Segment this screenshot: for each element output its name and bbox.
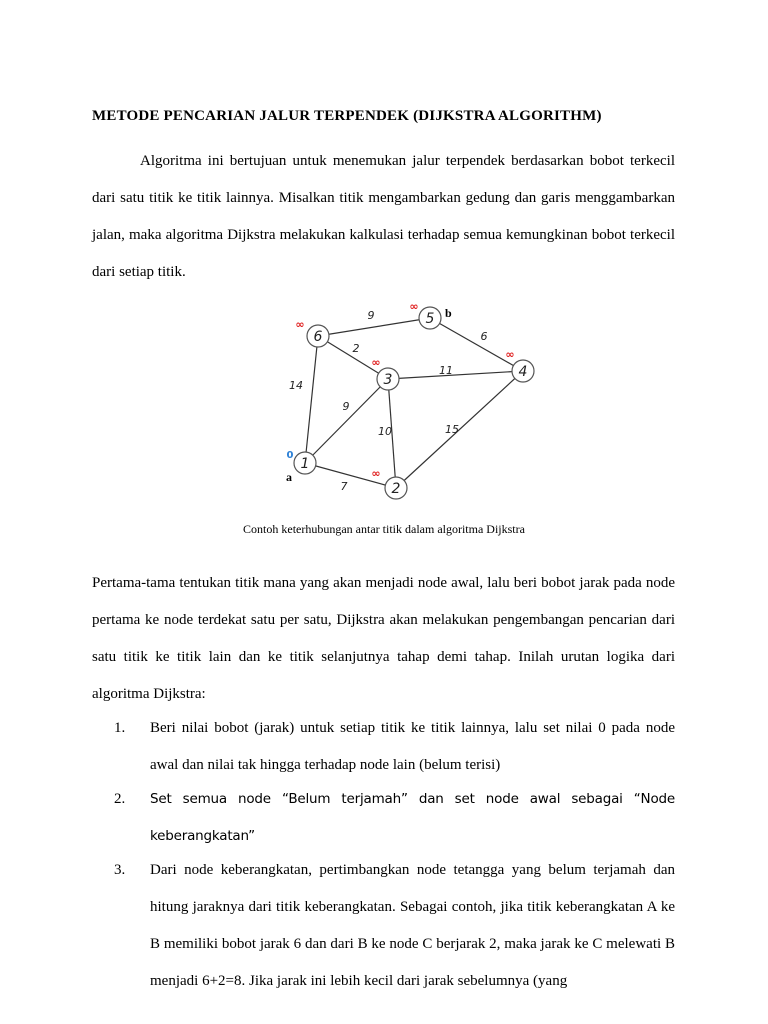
graph-node-label: 4 — [518, 364, 528, 380]
step-text: Set semua node “Belum terjamah” dan set node awal sebagai “Node keberangkatan” — [150, 791, 675, 844]
graph-node-label: 2 — [391, 481, 401, 497]
step-item-2 — [92, 781, 675, 855]
edge-weight-label: 15 — [445, 423, 459, 436]
edge-3-4 — [388, 371, 523, 379]
page-title: METODE PENCARIAN JALUR TERPENDEK (DIJKSTRA ALGORITHM) — [92, 108, 602, 124]
edge-weight-label: 11 — [439, 364, 453, 377]
start-distance-mark: 0 — [286, 450, 294, 461]
figure-caption: Contoh keterhubungan antar titik dalam algoritma Dijkstra — [243, 522, 525, 536]
dijkstra-graph-figure — [278, 292, 538, 507]
edge-weight-label: 2 — [352, 342, 360, 355]
infinity-distance-mark: ∞ — [505, 348, 515, 361]
edge-weight-label: 6 — [480, 330, 488, 343]
step-item-1 — [92, 710, 675, 784]
edge-weight-label: 7 — [340, 480, 348, 493]
step-item-3 — [92, 852, 675, 1000]
infinity-distance-mark: ∞ — [409, 300, 419, 313]
edge-weight-label: 10 — [378, 425, 392, 438]
edge-weight-label: 9 — [342, 400, 350, 413]
graph-node-label: 5 — [425, 311, 435, 327]
start-node-letter: a — [286, 470, 292, 484]
edge-2-4 — [396, 371, 523, 488]
edge-weight-label: 14 — [289, 379, 303, 392]
edge-1-2 — [305, 463, 396, 488]
step-number: 3. — [114, 862, 126, 878]
step-number: 2. — [114, 791, 126, 807]
infinity-distance-mark: ∞ — [371, 467, 381, 480]
graph-node-label: 6 — [313, 329, 323, 345]
graph-node-label: 3 — [383, 372, 393, 388]
intro-paragraph: Algoritma ini bertujuan untuk menemukan jalur terpendek berdasarkan bobot terkecil dari satu titik ke titik lainnya. Misalkan titik mengambarkan gedung dan garis menggambarkan jalan, maka algoritma Dijkstra melakukan kalkulasi terhadap semua kemungkinan bobot terkecil dari setiap titik. — [92, 153, 675, 280]
infinity-distance-mark: ∞ — [371, 356, 381, 369]
infinity-distance-mark: ∞ — [295, 318, 305, 331]
steps-intro-paragraph: Pertama-tama tentukan titik mana yang akan menjadi node awal, lalu beri bobot jarak pada node pertama ke node terdekat satu per satu, Dijkstra akan melakukan pengembangan pencarian dari satu titik ke titik lain dan ke titik selanjutnya tahap demi tahap. Inilah urutan logika dari algoritma Dijkstra: — [92, 575, 675, 702]
step-number: 1. — [114, 720, 126, 736]
step-text: Dari node keberangkatan, pertimbangkan node tetangga yang belum terjamah dan hitung jaraknya dari titik keberangkatan. Sebagai contoh, jika titik keberangkatan A ke B memiliki bobot jarak 6 dan dari B ke node C berjarak 2, maka jarak ke C melewati B menjadi 6+2=8. Jika jarak ini lebih kecil dari jarak sebelumnya (yang — [150, 862, 675, 989]
step-text: Beri nilai bobot (jarak) untuk setiap titik ke titik lainnya, lalu set nilai 0 pada node awal dan nilai tak hingga terhadap node lain (belum terisi) — [150, 720, 675, 773]
edge-6-1 — [305, 336, 318, 463]
graph-node-label: 1 — [300, 456, 310, 472]
edge-3-1 — [305, 379, 388, 463]
end-node-letter: b — [445, 306, 452, 320]
algorithm-steps-list — [92, 710, 675, 997]
edge-weight-label: 9 — [367, 309, 375, 322]
